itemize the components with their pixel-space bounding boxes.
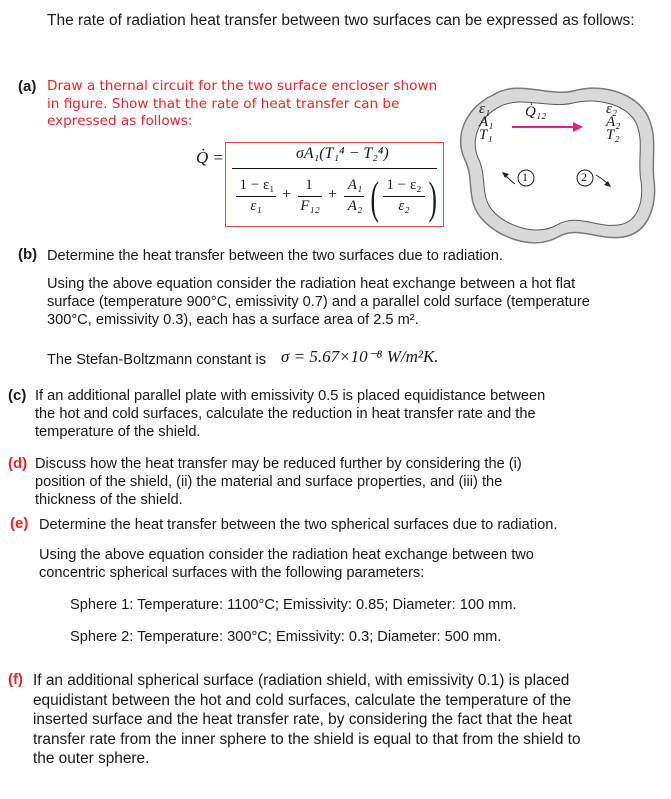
sphere-1-params: Sphere 1: Temperature: 1100°C; Emissivity: 0.85; Diameter: 100 mm.: [70, 597, 517, 613]
part-a-line: in figure. Show that the rate of heat transfer can be: [47, 95, 400, 112]
right-temp: T₂: [606, 127, 620, 143]
paren-close: ): [428, 172, 437, 223]
part-b-constant-text: The Stefan-Boltzmann constant is: [47, 352, 267, 368]
equation-numerator: σA₁(T₁⁴ − T₂⁴): [296, 145, 389, 162]
enclosure-diagram: [453, 85, 663, 245]
term2-num: 1: [305, 177, 313, 193]
right-area: A₂: [606, 114, 621, 130]
part-d-label: (d): [8, 455, 28, 472]
term3-num: 1 − ε₂: [386, 177, 422, 193]
part-e-line: concentric spherical surfaces with the following parameters:: [39, 565, 425, 581]
term2-den: F₁₂: [300, 198, 320, 214]
term1-bar: [236, 196, 276, 197]
left-temp: T₁: [479, 127, 493, 143]
term3-area-bar: [344, 196, 364, 197]
part-c-line: If an additional parallel plate with emissivity 0.5 is placed equidistance between: [35, 388, 546, 404]
equation-box: [225, 142, 444, 227]
part-a-line: expressed as follows:: [47, 113, 193, 129]
term2-bar: [298, 196, 322, 197]
part-f-line: equidistant between the hot and cold surfaces, calculate the temperature of the: [33, 691, 572, 709]
part-f-line: If an additional spherical surface (radiation shield, with emissivity 0.1) is placed: [33, 672, 570, 689]
part-b-text: [47, 275, 657, 329]
part-f-line: transfer rate from the inner sphere to the shield is equal to that from the shield to: [33, 730, 581, 748]
part-b-label: (b): [18, 246, 38, 263]
part-b-heading: Determine the heat transfer between the two surfaces due to radiation.: [47, 248, 503, 264]
term1-den: ε₁: [250, 198, 262, 214]
part-b-line: surface (temperature 900°C, emissivity 0.7) and a parallel cold surface (temperature: [47, 294, 590, 310]
left-eps: ε₁: [479, 101, 491, 117]
heat-flow-label: Q̇₁₂: [525, 104, 547, 120]
term1-num: 1 − ε₁: [239, 177, 275, 193]
part-a-label: (a): [18, 78, 37, 95]
part-b-constant-value: σ = 5.67×10⁻⁸ W/m²K.: [281, 347, 439, 366]
plus-1: +: [282, 186, 292, 203]
part-c-line: temperature of the shield.: [35, 424, 201, 440]
part-e-heading: Determine the heat transfer between the two spherical surfaces due to radiation.: [39, 517, 558, 533]
part-f-line: the outer sphere.: [33, 750, 150, 767]
term3-bar: [383, 196, 425, 197]
right-eps: ε₂: [606, 101, 618, 117]
node-2-label: 2: [581, 170, 587, 184]
part-d-text: [35, 455, 660, 509]
term3-area-num: A₁: [347, 177, 363, 193]
part-e-line: Using the above equation consider the radiation heat exchange between two: [39, 547, 534, 563]
node-1-label: 1: [522, 170, 528, 184]
part-a-line: Draw a thernal circuit for the two surface encloser shown: [47, 78, 438, 94]
term3-den: ε₂: [398, 198, 410, 214]
part-f-line: inserted surface and the heat transfer rate, by considering the fact that the heat: [33, 711, 573, 728]
part-b-line: Using the above equation consider the radiation heat exchange between a hot flat: [47, 276, 576, 292]
part-e-text: [39, 546, 534, 582]
term3-area-den: A₂: [347, 198, 363, 214]
part-d-line: position of the shield, (ii) the material and surface properties, and (iii) the: [35, 474, 503, 490]
right-surface-labels: [606, 103, 620, 142]
part-c-label: (c): [8, 387, 27, 404]
part-e-label: (e): [10, 515, 29, 532]
part-d-line: thickness of the shield.: [35, 492, 183, 508]
plus-2: +: [328, 186, 338, 203]
part-a-text: [47, 78, 437, 131]
sphere-2-params: Sphere 2: Temperature: 300°C; Emissivity: 0.3; Diameter: 500 mm.: [70, 629, 502, 645]
paren-open: (: [370, 172, 379, 223]
part-f-text: [33, 671, 663, 769]
part-c-line: the hot and cold surfaces, calculate the reduction in heat transfer rate and the: [35, 406, 536, 422]
left-area: A₁: [479, 114, 494, 130]
part-d-line: Discuss how the heat transfer may be reduced further by considering the (i): [35, 456, 522, 472]
part-b-line: 300°C, emissivity 0.3), each has a surface area of 2.5 m².: [47, 312, 419, 328]
fraction-bar: [232, 168, 437, 169]
intro-text: The rate of radiation heat transfer between two surfaces can be expressed as follows:: [47, 12, 635, 29]
equation-lhs: Q̇ =: [196, 148, 224, 167]
part-f-label: (f): [8, 671, 23, 688]
part-c-text: [35, 387, 660, 441]
left-surface-labels: [479, 103, 493, 142]
